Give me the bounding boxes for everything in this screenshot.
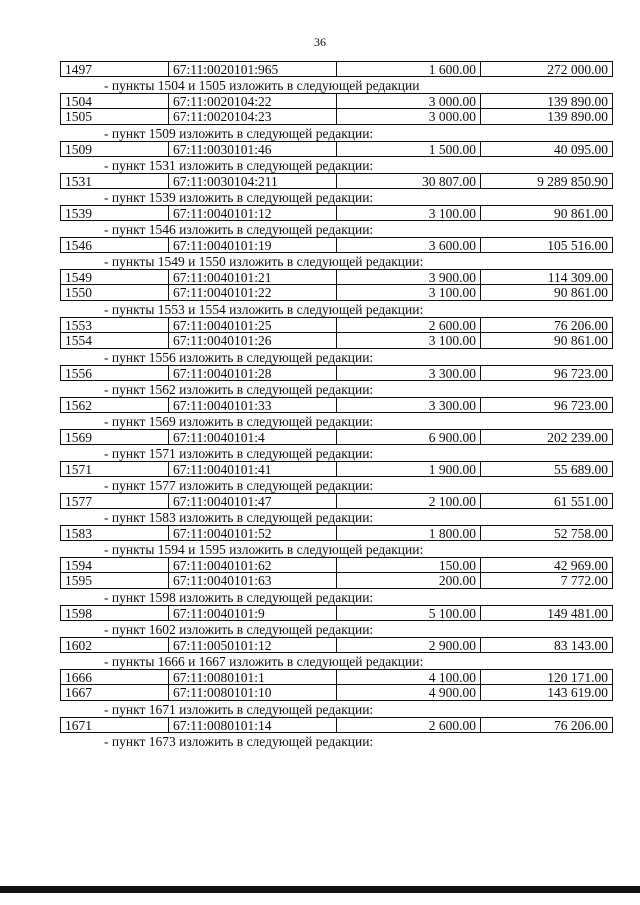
area-cell: 3 300.00	[336, 365, 480, 381]
item-number-cell: 1497	[60, 61, 168, 77]
item-number-cell: 1556	[60, 365, 168, 381]
value-cell: 120 171.00	[480, 669, 613, 685]
table-row	[60, 237, 613, 253]
item-number-cell: 1546	[60, 237, 168, 253]
amendment-note: - пункт 1671 изложить в следующей редакции:	[104, 702, 374, 717]
cadastral-number-cell: 67:11:0040101:47	[168, 493, 336, 509]
table-row	[60, 669, 613, 685]
item-number-cell: 1553	[60, 317, 168, 333]
table-row	[60, 205, 613, 221]
table-row	[60, 525, 613, 541]
item-number-cell: 1562	[60, 397, 168, 413]
value-cell: 139 890.00	[480, 93, 613, 109]
item-number-cell: 1539	[60, 205, 168, 221]
area-cell: 1 500.00	[336, 141, 480, 157]
value-cell: 202 239.00	[480, 429, 613, 445]
cadastral-number-cell: 67:11:0040101:28	[168, 365, 336, 381]
cadastral-number-cell: 67:11:0080101:10	[168, 685, 336, 701]
item-number-cell: 1594	[60, 557, 168, 573]
cadastral-number-cell: 67:11:0040101:62	[168, 557, 336, 573]
table-row	[60, 605, 613, 621]
area-cell: 5 100.00	[336, 605, 480, 621]
item-number-cell: 1531	[60, 173, 168, 189]
amendment-note: - пункты 1594 и 1595 изложить в следующей редакции:	[104, 542, 424, 557]
area-cell: 6 900.00	[336, 429, 480, 445]
amendment-note: - пункт 1598 изложить в следующей редакции:	[104, 590, 374, 605]
amendment-note: - пункт 1673 изложить в следующей редакции:	[104, 734, 374, 749]
cadastral-number-cell: 67:11:0040101:41	[168, 461, 336, 477]
value-cell: 272 000.00	[480, 61, 613, 77]
table-row	[60, 173, 613, 189]
cadastral-number-cell: 67:11:0040101:22	[168, 285, 336, 301]
item-number-cell: 1602	[60, 637, 168, 653]
cadastral-number-cell: 67:11:0020104:22	[168, 93, 336, 109]
area-cell: 1 900.00	[336, 461, 480, 477]
value-cell: 52 758.00	[480, 525, 613, 541]
area-cell: 4 100.00	[336, 669, 480, 685]
value-cell: 90 861.00	[480, 205, 613, 221]
amendment-note: - пункты 1666 и 1667 изложить в следующей редакции:	[104, 654, 424, 669]
cadastral-number-cell: 67:11:0040101:26	[168, 333, 336, 349]
table-row	[60, 573, 613, 589]
value-cell: 90 861.00	[480, 333, 613, 349]
item-number-cell: 1554	[60, 333, 168, 349]
table-row	[60, 717, 613, 733]
cadastral-number-cell: 67:11:0020101:965	[168, 61, 336, 77]
amendment-note: - пункт 1539 изложить в следующей редакции:	[104, 190, 374, 205]
amendment-note: - пункт 1602 изложить в следующей редакции:	[104, 622, 374, 637]
cadastral-number-cell: 67:11:0050101:12	[168, 637, 336, 653]
value-cell: 83 143.00	[480, 637, 613, 653]
cadastral-number-cell: 67:11:0020104:23	[168, 109, 336, 125]
value-cell: 76 206.00	[480, 717, 613, 733]
table-row	[60, 61, 613, 77]
cadastral-number-cell: 67:11:0040101:33	[168, 397, 336, 413]
table-row	[60, 461, 613, 477]
value-cell: 105 516.00	[480, 237, 613, 253]
amendment-note: - пункт 1531 изложить в следующей редакции:	[104, 158, 374, 173]
area-cell: 30 807.00	[336, 173, 480, 189]
page-bottom-border	[0, 886, 640, 893]
value-cell: 42 969.00	[480, 557, 613, 573]
area-cell: 3 900.00	[336, 269, 480, 285]
cadastral-number-cell: 67:11:0080101:1	[168, 669, 336, 685]
area-cell: 3 000.00	[336, 109, 480, 125]
item-number-cell: 1505	[60, 109, 168, 125]
table-row	[60, 285, 613, 301]
value-cell: 143 619.00	[480, 685, 613, 701]
amendment-note: - пункт 1571 изложить в следующей редакции:	[104, 446, 374, 461]
cadastral-number-cell: 67:11:0040101:25	[168, 317, 336, 333]
cadastral-number-cell: 67:11:0040101:4	[168, 429, 336, 445]
amendment-note: - пункты 1504 и 1505 изложить в следующей редакции	[104, 78, 420, 93]
item-number-cell: 1598	[60, 605, 168, 621]
table-row	[60, 333, 613, 349]
cadastral-number-cell: 67:11:0030104:211	[168, 173, 336, 189]
value-cell: 114 309.00	[480, 269, 613, 285]
item-number-cell: 1549	[60, 269, 168, 285]
table-row	[60, 397, 613, 413]
area-cell: 150.00	[336, 557, 480, 573]
item-number-cell: 1666	[60, 669, 168, 685]
item-number-cell: 1509	[60, 141, 168, 157]
cadastral-number-cell: 67:11:0040101:52	[168, 525, 336, 541]
value-cell: 55 689.00	[480, 461, 613, 477]
area-cell: 3 600.00	[336, 237, 480, 253]
area-cell: 2 600.00	[336, 717, 480, 733]
cadastral-number-cell: 67:11:0030101:46	[168, 141, 336, 157]
area-cell: 3 100.00	[336, 333, 480, 349]
table-row	[60, 141, 613, 157]
document-body	[60, 61, 613, 749]
item-number-cell: 1571	[60, 461, 168, 477]
value-cell: 149 481.00	[480, 605, 613, 621]
cadastral-number-cell: 67:11:0040101:21	[168, 269, 336, 285]
area-cell: 2 600.00	[336, 317, 480, 333]
cadastral-number-cell: 67:11:0040101:9	[168, 605, 336, 621]
area-cell: 3 100.00	[336, 285, 480, 301]
value-cell: 7 772.00	[480, 573, 613, 589]
item-number-cell: 1504	[60, 93, 168, 109]
area-cell: 2 100.00	[336, 493, 480, 509]
cadastral-number-cell: 67:11:0080101:14	[168, 717, 336, 733]
amendment-note: - пункт 1577 изложить в следующей редакции:	[104, 478, 374, 493]
value-cell: 96 723.00	[480, 397, 613, 413]
amendment-note: - пункт 1546 изложить в следующей редакции:	[104, 222, 374, 237]
table-row	[60, 493, 613, 509]
table-row	[60, 269, 613, 285]
table-row	[60, 429, 613, 445]
area-cell: 3 300.00	[336, 397, 480, 413]
amendment-note: - пункт 1562 изложить в следующей редакции:	[104, 382, 374, 397]
amendment-note: - пункт 1569 изложить в следующей редакции:	[104, 414, 374, 429]
area-cell: 3 100.00	[336, 205, 480, 221]
amendment-note: - пункт 1556 изложить в следующей редакции:	[104, 350, 374, 365]
item-number-cell: 1550	[60, 285, 168, 301]
value-cell: 76 206.00	[480, 317, 613, 333]
item-number-cell: 1595	[60, 573, 168, 589]
table-row	[60, 109, 613, 125]
table-row	[60, 557, 613, 573]
amendment-note: - пункты 1549 и 1550 изложить в следующей редакции:	[104, 254, 424, 269]
table-row	[60, 365, 613, 381]
area-cell: 200.00	[336, 573, 480, 589]
item-number-cell: 1577	[60, 493, 168, 509]
value-cell: 139 890.00	[480, 109, 613, 125]
item-number-cell: 1569	[60, 429, 168, 445]
cadastral-number-cell: 67:11:0040101:19	[168, 237, 336, 253]
amendment-note: - пункты 1553 и 1554 изложить в следующей редакции:	[104, 302, 424, 317]
table-row	[60, 93, 613, 109]
page-number: 36	[314, 35, 326, 49]
item-number-cell: 1583	[60, 525, 168, 541]
value-cell: 40 095.00	[480, 141, 613, 157]
value-cell: 90 861.00	[480, 285, 613, 301]
amendment-note: - пункт 1583 изложить в следующей редакции:	[104, 510, 374, 525]
area-cell: 3 000.00	[336, 93, 480, 109]
cadastral-number-cell: 67:11:0040101:12	[168, 205, 336, 221]
value-cell: 9 289 850.90	[480, 173, 613, 189]
table-row	[60, 317, 613, 333]
cadastral-number-cell: 67:11:0040101:63	[168, 573, 336, 589]
amendment-note: - пункт 1509 изложить в следующей редакции:	[104, 126, 374, 141]
value-cell: 61 551.00	[480, 493, 613, 509]
item-number-cell: 1667	[60, 685, 168, 701]
area-cell: 1 600.00	[336, 61, 480, 77]
area-cell: 4 900.00	[336, 685, 480, 701]
area-cell: 2 900.00	[336, 637, 480, 653]
item-number-cell: 1671	[60, 717, 168, 733]
area-cell: 1 800.00	[336, 525, 480, 541]
table-row	[60, 685, 613, 701]
value-cell: 96 723.00	[480, 365, 613, 381]
table-row	[60, 637, 613, 653]
